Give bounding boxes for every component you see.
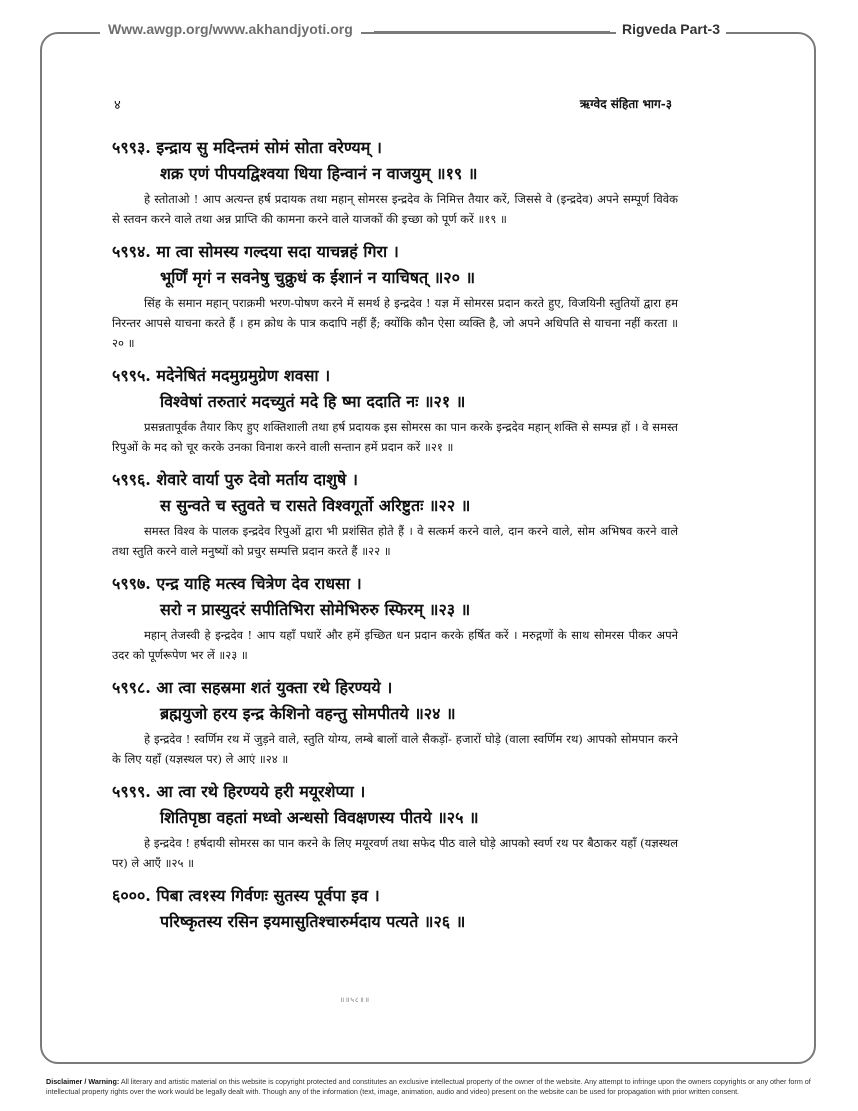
verse <box>112 363 678 457</box>
disclaimer-text: All literary and artistic material on this website is copyright protected and constitutes an exclusive intellectual property of the owner of the website. Any attempt to infringe upon the owners copyrights or any other form of intellectual property rights over the work would be legally dealt with. Though any of the information (text, image, animation, audio and video) present on the website can be used for propagation with prior written consent. <box>46 1077 811 1096</box>
verse <box>112 135 678 229</box>
verse-translation: समस्त विश्व के पालक इन्द्रदेव रिपुओं द्वारा भी प्रशंसित होते हैं । वे सत्कर्म करने वाले, दान करने वाले, सोम अभिषव करने वाले तथा स्तुति करने वाले मनुष्यों को प्रचुर सम्पत्ति प्रदान करते हैं ॥२२ ॥ <box>112 524 678 558</box>
verse-line-2: स सुन्वते च स्तुवते च रासते विश्वगूर्तो अरिष्टुतः ॥२२ ॥ <box>160 496 471 515</box>
scan-mark: ॥॥५८॥॥ <box>340 996 371 1004</box>
verse-line-1: ५९९३. इन्द्राय सु मदिन्तमं सोमं सोता वरेण्यम् । <box>112 138 382 157</box>
verse-line-1: ५९९८. आ त्वा सहस्रमा शतं युक्ता रथे हिरण्यये । <box>112 678 393 697</box>
verse-translation: हे इन्द्रदेव ! हर्षदायी सोमरस का पान करने के लिए मयूरवर्ण तथा सफेद पीठ वाले घोड़े आपको स्वर्ण रथ पर बैठाकर यहाँ (यज्ञस्थल पर) ले आएँ ॥२५ ॥ <box>112 836 678 870</box>
website-url[interactable]: Www.awgp.org/www.akhandjyoti.org <box>100 21 361 37</box>
verse-line-2: शितिपृष्ठा वहतां मध्वो अन्धसो विवक्षणस्य पीतये ॥२५ ॥ <box>160 808 479 827</box>
verse-line-1: ५९९९. आ त्वा रथे हिरण्यये हरी मयूरशेप्या । <box>112 782 366 801</box>
verse-line-2: ब्रह्मयुजो हरय इन्द्र केशिनो वहन्तु सोमपीतये ॥२४ ॥ <box>160 704 456 723</box>
book-title: Rigveda Part-3 <box>616 21 726 37</box>
disclaimer-label: Disclaimer / Warning: <box>46 1077 120 1086</box>
verse <box>112 779 678 873</box>
verse-line-1: ६०००. पिबा त्व१स्य गिर्वणः सुतस्य पूर्वपा इव । <box>112 886 380 905</box>
verse-line-2: भूर्णिं मृगं न सवनेषु चुक्रुधं क ईशानं न याचिषत् ॥२० ॥ <box>160 268 476 287</box>
verse-line-2: विश्वेषां तरुतारं मदच्युतं मदे हि ष्मा ददाति नः ॥२१ ॥ <box>160 392 466 411</box>
verse <box>112 239 678 353</box>
scan-title: ऋग्वेद संहिता भाग-३ <box>579 97 672 111</box>
verse-line-1: ५९९४. मा त्वा सोमस्य गल्दया सदा याचन्नहं गिरा । <box>112 242 399 261</box>
verse-line-1: ५९९६. शेवारे वार्या पुरु देवो मर्ताय दाशुषे । <box>112 470 358 489</box>
verse-translation: हे इन्द्रदेव ! स्वर्णिम रथ में जुड़ने वाले, स्तुति योग्य, लम्बे बालों वाले सैकड़ों- हजारों घोड़े (वाला स्वर्णिम रथ) आपको सोमपान करने के लिए यहाँ (यज्ञस्थल पर) ले आएं ॥२४ ॥ <box>112 732 678 766</box>
scan-page-number: ४ <box>114 98 121 113</box>
verse-line-2: सरो न प्रास्युदरं सपीतिभिरा सोमेभिरुरु स्फिरम् ॥२३ ॥ <box>160 600 471 619</box>
verse-list <box>112 135 678 945</box>
disclaimer <box>46 1077 818 1097</box>
verse <box>112 467 678 561</box>
verse-translation: सिंह के समान महान् पराक्रमी भरण-पोषण करने में समर्थ हे इन्द्रदेव ! यज्ञ में सोमरस प्रदान करते हुए, विजयिनी स्तुतियों द्वारा हम निरन्तर आपसे याचना करते हैं । हम क्रोध के पात्र कदापि नहीं हैं; क्योंकि कौन ऐसा व्यक्ति है, जो अपने अधिपति से याचना नहीं करता ॥२० ॥ <box>112 296 678 350</box>
header-rule <box>374 31 610 33</box>
verse-translation: महान् तेजस्वी हे इन्द्रदेव ! आप यहाँ पधारें और हमें इच्छित धन प्रदान करके हर्षित करें । मरुद्गणों के साथ सोमरस पीकर अपने उदर को पूर्णरूपेण भर लें ॥२३ ॥ <box>112 628 678 662</box>
verse-line-2: परिष्कृतस्य रसिन इयमासुतिश्चारुर्मदाय पत्यते ॥२६ ॥ <box>160 912 466 931</box>
verse-line-1: ५९९७. एन्द्र याहि मत्स्व चित्रेण देव राधसा । <box>112 574 362 593</box>
verse <box>112 883 678 935</box>
verse-translation: प्रसन्नतापूर्वक तैयार किए हुए शक्तिशाली तथा हर्ष प्रदायक इस सोमरस का पान करके इन्द्रदेव महान् शक्ति से सम्पन्न हों । वे समस्त रिपुओं के मद को चूर करके उनका विनाश करने वाली सन्तान हमें प्रदान करें ॥२१ ॥ <box>112 420 678 454</box>
verse <box>112 675 678 769</box>
verse-line-2: शक्र एणं पीपयद्विश्वया धिया हिन्वानं न वाजयुम् ॥१९ ॥ <box>160 164 478 183</box>
verse <box>112 571 678 665</box>
verse-translation: हे स्तोताओ ! आप अत्यन्त हर्ष प्रदायक तथा महान् सोमरस इन्द्रदेव के निमित्त तैयार करें, जिससे वे (इन्द्रदेव) अपने सम्पूर्ण विवेक से स्तवन करने वाले तथा अन्न प्राप्ति की कामना करने वाले याजकों की इच्छा को पूर्ण करें ॥१९ ॥ <box>112 192 678 226</box>
verse-line-1: ५९९५. मदेनेषितं मदमुग्रमुग्रेण शवसा । <box>112 366 331 385</box>
